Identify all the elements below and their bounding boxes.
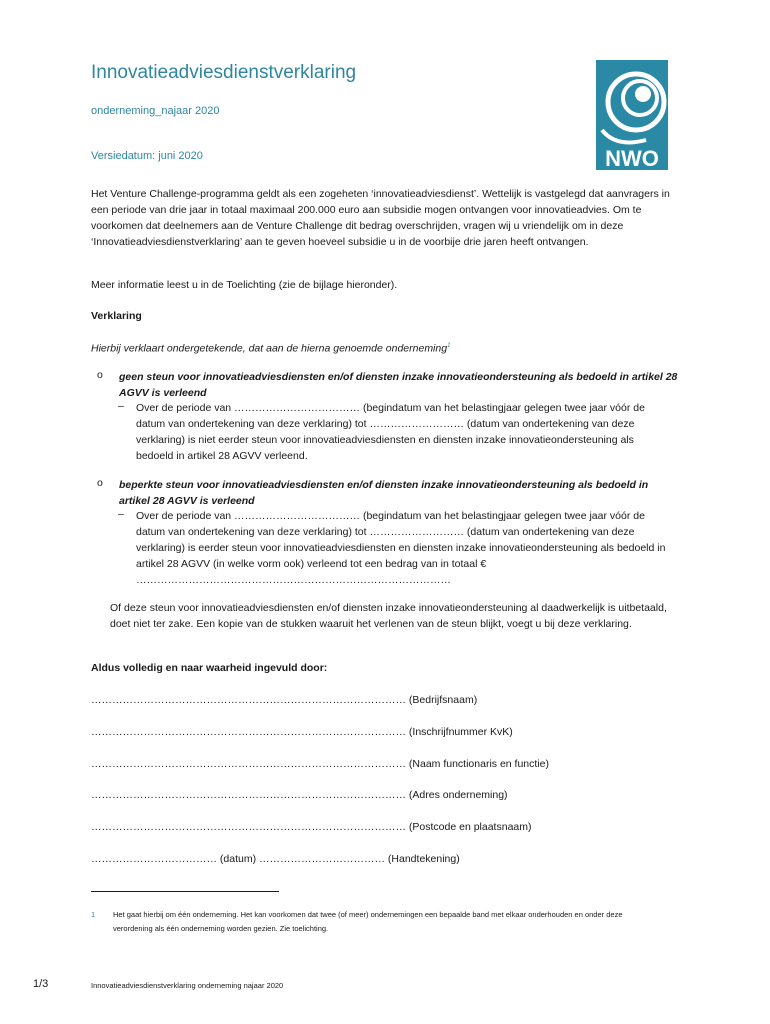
signature-heading: Aldus volledig en naar waarheid ingevuld door:	[91, 662, 328, 674]
declaration-statement: Hierbij verklaart ondergetekende, dat aan de hierna genoemde onderneming$^1$	[91, 342, 451, 355]
page-number: 1/3	[33, 978, 49, 990]
option2-dash: –	[118, 508, 124, 520]
nwo-logo	[596, 60, 668, 170]
field-company-name[interactable]: ……………………………………………………………………………… (Bedrijfsnaam)	[91, 694, 478, 706]
option2-bullet: o	[97, 477, 103, 489]
document-subtitle: onderneming_najaar 2020	[91, 105, 220, 117]
info-paragraph: Meer informatie leest u in de Toelichting (zie de bijlage hieronder).	[91, 279, 398, 291]
field-postcode-city[interactable]: ……………………………………………………………………………… (Postcode en plaatsnaam)	[91, 821, 532, 833]
option2-text: Over de periode van ……………………………… (begindatum van het belastingjaar gelegen twee jaar vóór de datum van ondertekening van deze verklaring) tot ……………………… (datum van ondertekening van deze verklaring) is eerder steun voor innovatieadviesdiensten en diensten inzake innovatieondersteuning als bedoeld in artikel 28 AGVV (in welke vorm ook) verleend tot een bedrag van in totaal € ………………………………………………………………………………	[136, 510, 666, 586]
footnote-ref: 1	[447, 343, 451, 349]
footnote-divider	[91, 891, 279, 892]
version-date: Versiedatum: juni 2020	[91, 150, 203, 162]
note-paragraph: Of deze steun voor innovatieadviesdiensten en/of diensten inzake innovatieondersteuning al daadwerkelijk is uitbetaald, doet niet ter zake. Een kopie van de stukken waaruit het verlenen van de steun blijkt, voegt u bij deze verklaring.	[110, 602, 667, 630]
option2-title: beperkte steun voor innovatieadviesdiensten en/of diensten inzake innovatieondersteuning als bedoeld in artikel 28 AGVV is verleend	[119, 479, 649, 507]
footnote-text: Het gaat hierbij om één onderneming. Het kan voorkomen dat twee (of meer) ondernemingen een bepaalde band met elkaar onderhouden en onder deze verordening als één onderneming worden gezien. Zie toelichting.	[113, 910, 623, 933]
footnote-number: 1	[91, 910, 96, 919]
logo-text: NWO	[605, 146, 659, 170]
field-official-name[interactable]: ……………………………………………………………………………… (Naam functionaris en functie)	[91, 758, 549, 770]
option1-dash: –	[118, 400, 124, 412]
option1-bullet: o	[97, 369, 103, 381]
declaration-heading: Verklaring	[91, 310, 142, 322]
field-date-signature[interactable]: ……………………………… (datum) ……………………………… (Handtekening)	[91, 853, 460, 865]
field-kvk-number[interactable]: ……………………………………………………………………………… (Inschrijfnummer KvK)	[91, 726, 513, 738]
document-title: Innovatieadviesdienstverklaring	[91, 62, 357, 83]
option1-text: Over de periode van ……………………………… (begindatum van het belastingjaar gelegen twee jaar vóór de datum van ondertekening van deze verklaring) tot ……………………… (datum van ondertekening van deze verklaring) is niet eerder steun voor innovatieadviesdiensten en diensten inzake innovatieondersteuning als bedoeld in artikel 28 AGVV verleend.	[136, 402, 645, 462]
intro-paragraph: Het Venture Challenge-programma geldt als een zogeheten ‘innovatieadviesdienst’. Wettelijk is vastgelegd dat aanvragers in een periode van drie jaar in totaal maximaal 200.000 euro aan subsidie mogen ontvangen voor innovatieadvies. Om te voorkomen dat deelnemers aan de Venture Challenge dit bedrag overschrijden, vragen wij u vriendelijk om in deze ‘Innovatieadviesdienstverklaring’ aan te geven hoeveel subsidie u in de voorbije drie jaren heeft ontvangen.	[91, 188, 670, 248]
option1-title: geen steun voor innovatieadviesdiensten en/of diensten inzake innovatieondersteuning als bedoeld in artikel 28 AGVV is verleend	[119, 371, 678, 399]
footer-document-name: Innovatieadviesdienstverklaring onderneming najaar 2020	[91, 981, 284, 990]
field-address[interactable]: ……………………………………………………………………………… (Adres onderneming)	[91, 789, 508, 801]
